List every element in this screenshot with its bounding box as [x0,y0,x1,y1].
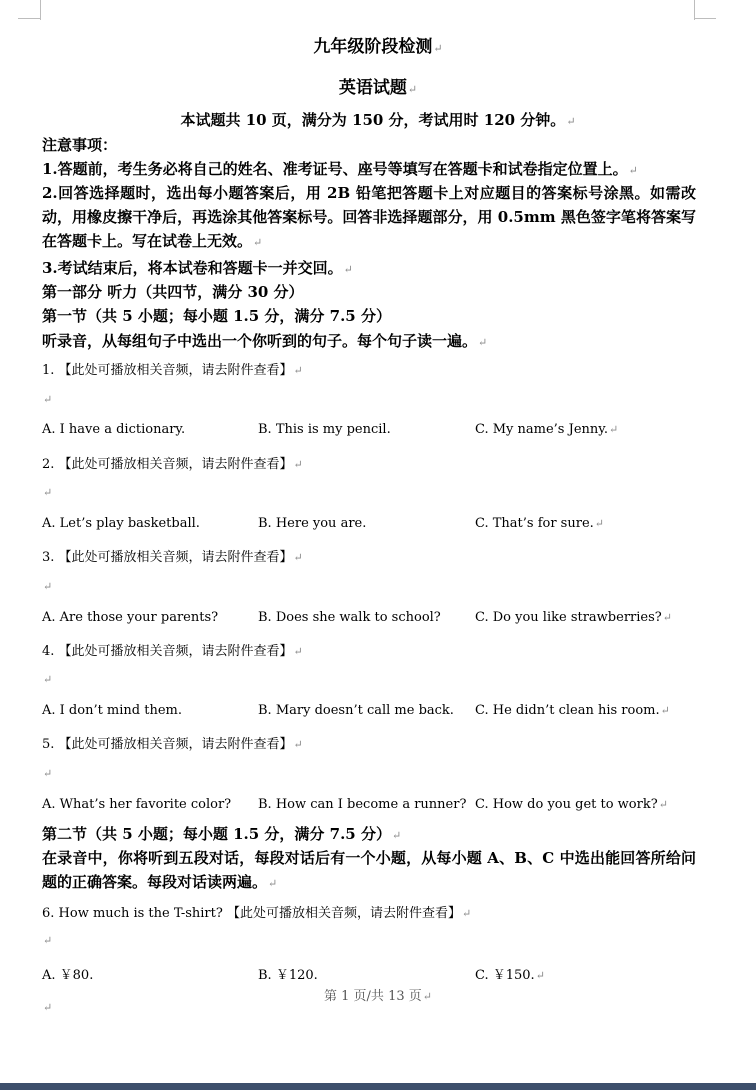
page-footer: 第 1 页/共 13 页↵ [324,989,432,1004]
option-c: C. Do you like strawberries?↵ [475,610,672,625]
question-prompt: 4. 【此处可播放相关音频，请去附件查看】↵ [42,644,303,659]
option-a: A. Are those your parents? [42,610,219,625]
empty-paragraph: ↵ [43,1001,53,1014]
exam-subject: 英语试题↵ [338,78,418,98]
option-c: C. That’s for sure.↵ [475,516,604,531]
question-prompt: 1. 【此处可播放相关音频，请去附件查看】↵ [42,363,303,378]
part1-title: 第一部分 听力（共四节，满分 30 分） [42,283,304,301]
option-a: A. I have a dictionary. [42,422,186,437]
page-corner-mark [40,0,41,20]
option-b: B. How can I become a runner? [258,797,467,812]
note-2: 2.回答选择题时，选出每小题答案后，用 2B 铅笔把答题卡上对应题目的答案标号涂黑。如需改动，用橡皮擦干净后，再选涂其他答案标号。回答非选择题部分，用 0.5mm 黑色签字笔将答案写在答题卡上。写在试卷上无效。↵ [42,184,696,250]
option-c: C. How do you get to work?↵ [475,797,668,812]
option-b: B. Mary doesn’t call me back. [258,703,454,718]
page-corner-mark [18,18,40,19]
notes-heading: 注意事项： [42,136,118,154]
option-c: C. My name’s Jenny.↵ [475,422,619,437]
empty-paragraph: ↵ [43,673,53,686]
empty-paragraph: ↵ [43,580,53,593]
section2-instruction: 在录音中，你将听到五段对话，每段对话后有一个小题，从每小题 A、B、C 中选出能回答所给问题的正确答案。每段对话读两遍。↵ [42,849,696,891]
section2-title: 第二节（共 5 小题；每小题 1.5 分，满分 7.5 分）↵ [42,825,402,843]
empty-paragraph: ↵ [43,486,53,499]
empty-paragraph: ↵ [43,934,53,947]
question-prompt: 3. 【此处可播放相关音频，请去附件查看】↵ [42,550,303,565]
exam-info: 本试题共 10 页，满分为 150 分，考试用时 120 分钟。↵ [180,111,576,129]
exam-title: 九年级阶段检测↵ [313,37,443,57]
option-b: B. Does she walk to school? [258,610,441,625]
note-1: 1.答题前，考生务必将自己的姓名、准考证号、座号等填写在答题卡和试卷指定位置上。↵ [42,160,638,178]
option-c: C. ￥150.↵ [475,968,545,983]
page-corner-mark [694,0,695,20]
section1-instruction: 听录音，从每组句子中选出一个你听到的句子。每个句子读一遍。↵ [42,332,488,350]
window-bottom-bar [0,1083,756,1090]
question-prompt: 2. 【此处可播放相关音频，请去附件查看】↵ [42,457,303,472]
question-prompt: 5. 【此处可播放相关音频，请去附件查看】↵ [42,737,303,752]
option-a: A. I don’t mind them. [42,703,182,718]
option-c: C. He didn’t clean his room.↵ [475,703,670,718]
page-corner-mark [694,18,716,19]
empty-paragraph: ↵ [43,767,53,780]
option-b: B. ￥120. [258,968,318,983]
option-a: A. ￥80. [42,968,94,983]
section1-title: 第一节（共 5 小题；每小题 1.5 分，满分 7.5 分） [42,307,391,325]
option-a: A. Let’s play basketball. [42,516,200,531]
question-prompt: 6. How much is the T-shirt? 【此处可播放相关音频，请去附件查看】↵ [42,906,472,921]
option-b: B. Here you are. [258,516,367,531]
option-b: B. This is my pencil. [258,422,391,437]
option-a: A. What’s her favorite color? [42,797,232,812]
note-3: 3.考试结束后，将本试卷和答题卡一并交回。↵ [42,259,353,277]
empty-paragraph: ↵ [43,393,53,406]
